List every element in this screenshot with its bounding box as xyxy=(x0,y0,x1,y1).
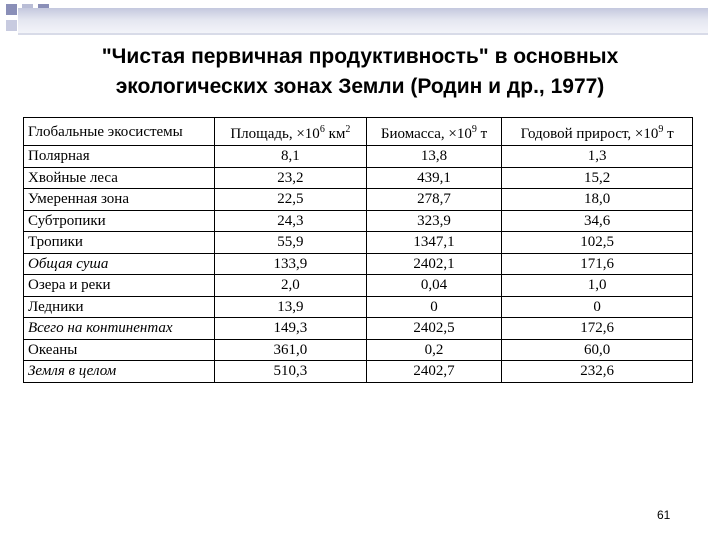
cell-growth: 18,0 xyxy=(502,189,693,211)
cell-growth: 171,6 xyxy=(502,253,693,275)
cell-area: 149,3 xyxy=(215,318,367,340)
growth-header-exp: 9 xyxy=(658,123,664,135)
cell-biomass: 2402,5 xyxy=(366,318,502,340)
decor-square xyxy=(6,20,17,31)
cell-growth: 34,6 xyxy=(502,210,693,232)
header-bar xyxy=(18,8,708,34)
cell-area: 8,1 xyxy=(215,146,367,168)
cell-ecosystem-name: Тропики xyxy=(24,232,215,254)
table-row xyxy=(24,210,693,232)
cell-biomass: 0,04 xyxy=(366,275,502,297)
cell-ecosystem-name: Умеренная зона xyxy=(24,189,215,211)
cell-biomass: 323,9 xyxy=(366,210,502,232)
table-row xyxy=(24,296,693,318)
cell-ecosystem-name: Хвойные леса xyxy=(24,167,215,189)
cell-growth: 1,3 xyxy=(502,146,693,168)
cell-growth: 1,0 xyxy=(502,275,693,297)
cell-biomass: 2402,7 xyxy=(366,361,502,383)
cell-area: 2,0 xyxy=(215,275,367,297)
cell-biomass: 0,2 xyxy=(366,339,502,361)
table-header-row xyxy=(24,118,693,146)
column-header-area xyxy=(215,118,367,146)
cell-area: 24,3 xyxy=(215,210,367,232)
table-row xyxy=(24,189,693,211)
column-header-ecosystems: Глобальные экосистемы xyxy=(24,118,215,146)
cell-area: 22,5 xyxy=(215,189,367,211)
cell-area: 133,9 xyxy=(215,253,367,275)
cell-growth: 15,2 xyxy=(502,167,693,189)
area-header-unit-exp: 2 xyxy=(345,123,351,135)
decor-square xyxy=(6,4,17,15)
table-body xyxy=(24,146,693,383)
growth-header-text: Годовой прирост, ×10 xyxy=(520,125,659,142)
column-header-biomass xyxy=(366,118,502,146)
growth-header-unit: т xyxy=(663,125,674,142)
biomass-header-unit: т xyxy=(476,125,488,142)
cell-area: 13,9 xyxy=(215,296,367,318)
area-header-exp: 6 xyxy=(319,123,325,135)
cell-ecosystem-name: Океаны xyxy=(24,339,215,361)
biomass-header-text: Биомасса, ×10 xyxy=(380,125,472,142)
cell-biomass: 278,7 xyxy=(366,189,502,211)
productivity-table xyxy=(23,117,693,383)
area-header-text: Площадь, ×10 xyxy=(230,125,320,142)
cell-ecosystem-name: Озера и реки xyxy=(24,275,215,297)
table-row xyxy=(24,361,693,383)
table-row xyxy=(24,167,693,189)
area-header-unit: км xyxy=(324,125,346,142)
cell-biomass: 1347,1 xyxy=(366,232,502,254)
cell-area: 361,0 xyxy=(215,339,367,361)
table-row xyxy=(24,318,693,340)
cell-biomass: 439,1 xyxy=(366,167,502,189)
cell-biomass: 0 xyxy=(366,296,502,318)
cell-ecosystem-name: Общая суша xyxy=(24,253,215,275)
biomass-header-exp: 9 xyxy=(471,123,477,135)
header-divider xyxy=(18,33,708,35)
cell-ecosystem-name: Ледники xyxy=(24,296,215,318)
cell-ecosystem-name: Полярная xyxy=(24,146,215,168)
cell-area: 55,9 xyxy=(215,232,367,254)
table-row xyxy=(24,339,693,361)
title-line-2: экологических зонах Земли (Родин и др., 1977) xyxy=(115,75,605,98)
cell-area: 23,2 xyxy=(215,167,367,189)
cell-ecosystem-name: Субтропики xyxy=(24,210,215,232)
column-header-growth xyxy=(502,118,693,146)
slide-title xyxy=(30,42,690,102)
page-number: 61 xyxy=(657,508,671,522)
table-row xyxy=(24,146,693,168)
cell-biomass: 2402,1 xyxy=(366,253,502,275)
cell-ecosystem-name: Всего на континентах xyxy=(24,318,215,340)
cell-growth: 60,0 xyxy=(502,339,693,361)
table-row xyxy=(24,275,693,297)
table-row xyxy=(24,253,693,275)
cell-growth: 102,5 xyxy=(502,232,693,254)
cell-ecosystem-name: Земля в целом xyxy=(24,361,215,383)
cell-biomass: 13,8 xyxy=(366,146,502,168)
table-row xyxy=(24,232,693,254)
title-line-1: "Чистая первичная продуктивность" в основных xyxy=(101,45,619,68)
cell-growth: 0 xyxy=(502,296,693,318)
cell-growth: 172,6 xyxy=(502,318,693,340)
cell-growth: 232,6 xyxy=(502,361,693,383)
cell-area: 510,3 xyxy=(215,361,367,383)
